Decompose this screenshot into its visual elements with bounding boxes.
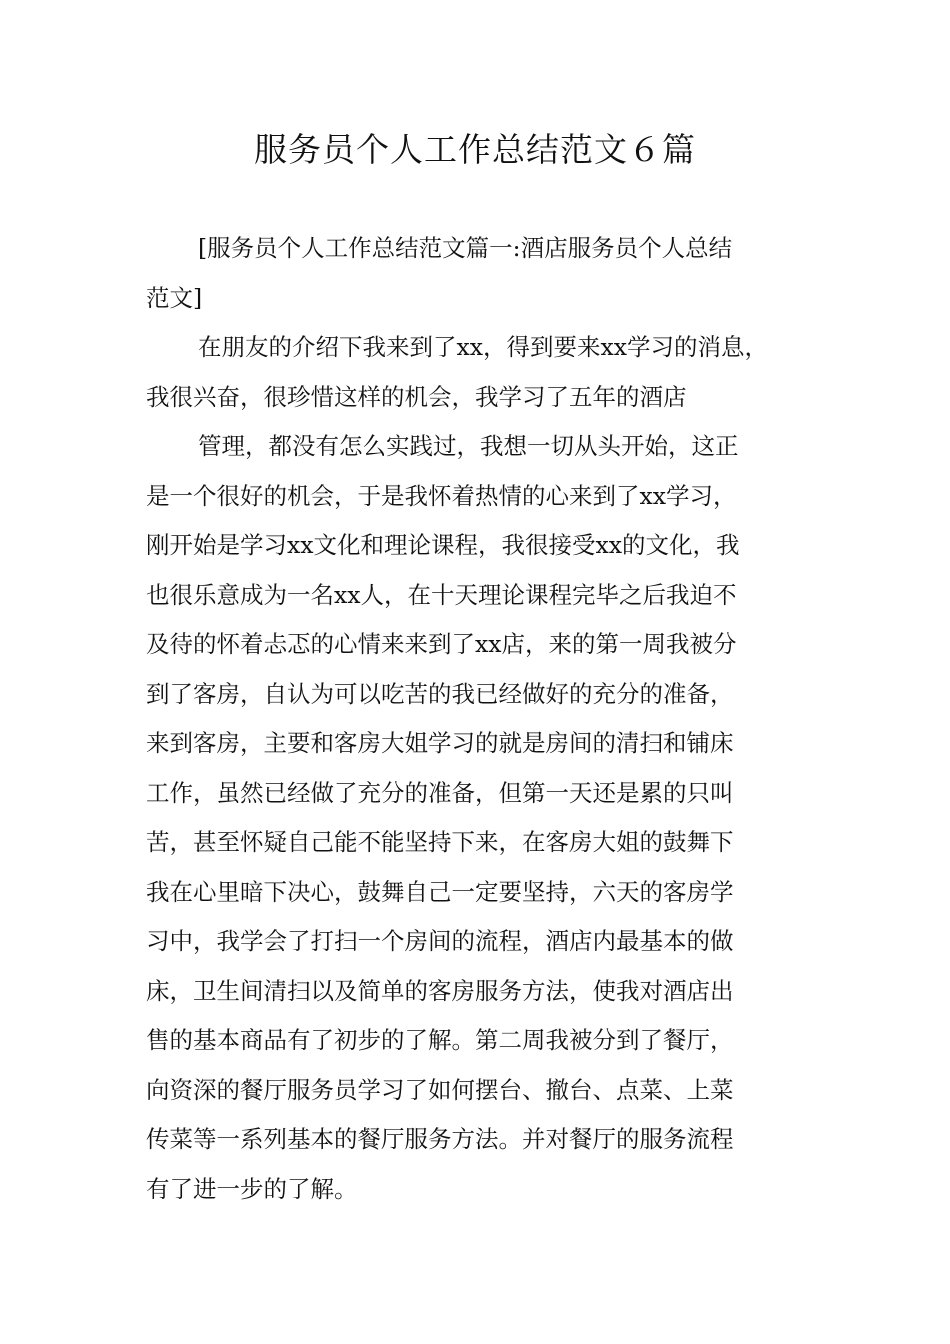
paragraph: 管理，都没有怎么实践过，我想一切从头开始，这正 是一个很好的机会，于是我怀着热情的心来到了xx学习， 刚开始是学习xx文化和理论课程，我很接受xx的文化，我 也很乐意成为一名xx人，在十天理论课程完毕之后我迫不 及待的怀着忐忑的心情来来到了xx店，来的第一周我被分 到了客房，自认为可以吃苦的我已经做好的充分的准备， 来到客房，主要和客房大姐学习的就是房间的清扫和铺床 工作，虽然已经做了充分的准备，但第一天还是累的只叫 苦，甚至怀疑自己能不能坚持下来，在客房大姐的鼓舞下 我在心里暗下决心，鼓舞自己一定要坚持，六天的客房学 习中，我学会了打扫一个房间的流程，酒店内最基本的做 床，卫生间清扫以及简单的客房服务方法，使我对酒店出 售的基本商品有了初步的了解。第二周我被分到了餐厅， 向资深的餐厅服务员学习了如何摆台、撤台、点菜、上菜 传菜等一系列基本的餐厅服务方法。并对餐厅的服务流程 有了进一步的了解。 (146, 432, 740, 1203)
document-body (146, 224, 808, 1214)
paragraph: 在朋友的介绍下我来到了xx，得到要来xx学习的消息， 我很兴奋，很珍惜这样的机会，我学习了五年的酒店 (146, 333, 769, 411)
document-title: 服务员个人工作总结范文６篇 (254, 130, 696, 169)
paragraph-heading: [服务员个人工作总结范文篇一:酒店服务员个人总结 范文] (146, 234, 733, 312)
